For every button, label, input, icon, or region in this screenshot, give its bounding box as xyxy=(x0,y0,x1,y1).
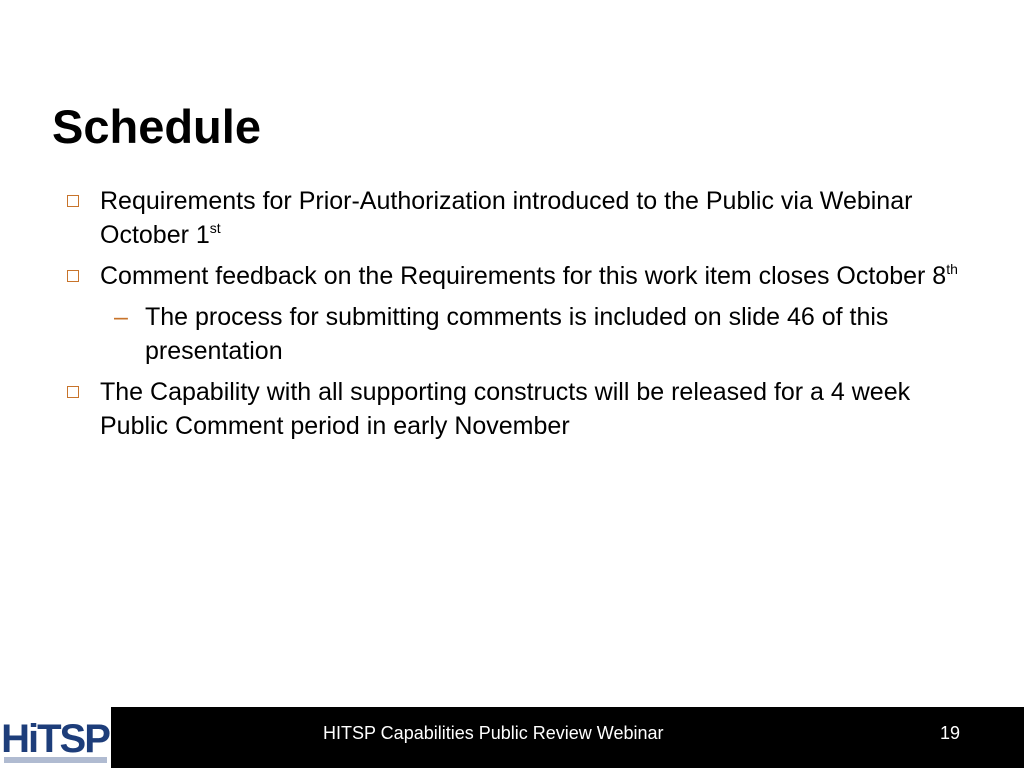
square-bullet-icon xyxy=(67,195,79,207)
footer-bar xyxy=(0,707,1024,768)
sub-bullet-item xyxy=(60,300,960,368)
hitsp-logo xyxy=(0,707,111,768)
bullet-item xyxy=(60,375,960,443)
bullet-text: Comment feedback on the Requirements for this work item closes October 8 xyxy=(100,262,947,290)
bullet-item xyxy=(60,259,960,293)
bullet-superscript: st xyxy=(209,219,221,236)
sub-bullet-text: The process for submitting comments is included on slide 46 of this presentation xyxy=(145,303,889,365)
bullet-text: The Capability with all supporting constructs will be released for a 4 week Public Comment period in early November xyxy=(100,378,911,440)
bullet-item xyxy=(60,184,960,252)
bullet-list xyxy=(60,184,960,450)
square-bullet-icon xyxy=(67,270,79,282)
square-bullet-icon xyxy=(67,386,79,398)
bullet-superscript: th xyxy=(946,260,958,277)
dash-bullet-icon: – xyxy=(114,303,128,331)
svg-text:HiTSP: HiTSP xyxy=(1,717,109,761)
page-number: 19 xyxy=(940,723,961,743)
footer-title: HITSP Capabilities Public Review Webinar xyxy=(323,723,664,743)
bullet-text: Requirements for Prior-Authorization introduced to the Public via Webinar October 1 xyxy=(100,187,913,249)
slide-title: Schedule xyxy=(52,100,261,153)
